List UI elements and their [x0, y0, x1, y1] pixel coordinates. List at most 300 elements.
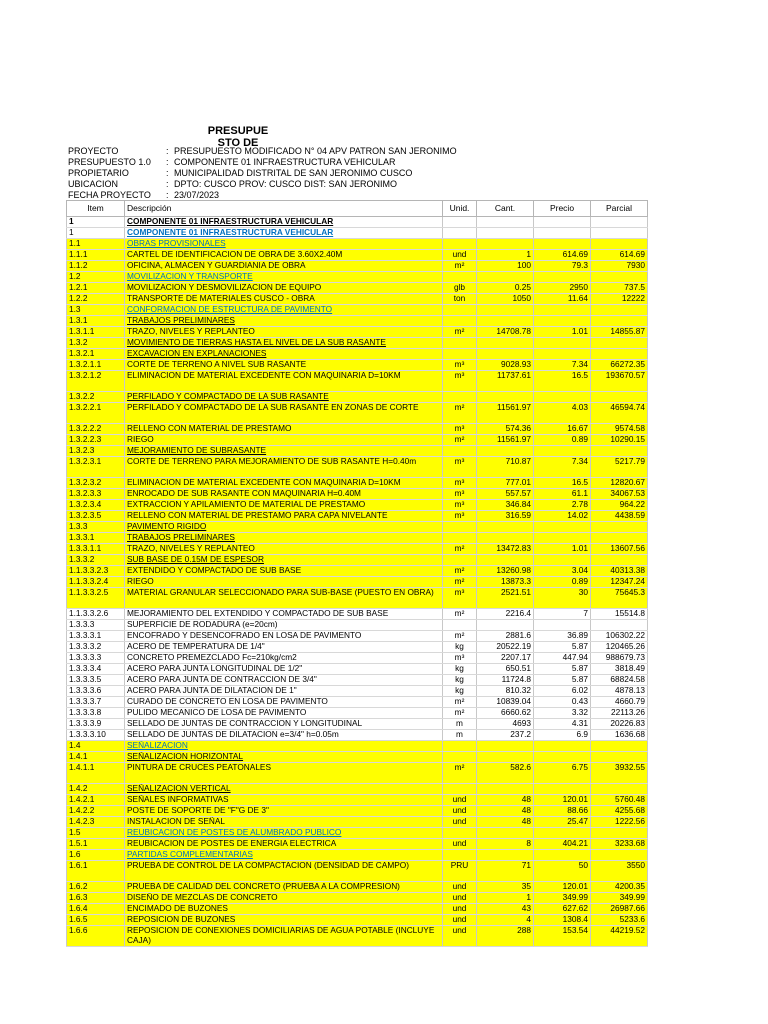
cell-unit: m³: [443, 588, 477, 609]
cell-price: [534, 228, 591, 239]
cell-description: SUB BASE DE 0.15M DE ESPESOR: [125, 555, 443, 566]
cell-quantity: 13472.83: [477, 544, 534, 555]
cell-price: 7: [534, 609, 591, 620]
table-row: [67, 446, 648, 457]
cell-price: 5.87: [534, 675, 591, 686]
cell-unit: kg: [443, 642, 477, 653]
cell-description: MATERIAL GRANULAR SELECCIONADO PARA SUB-BASE (PUESTO EN OBRA): [125, 588, 443, 609]
table-row: [67, 435, 648, 446]
cell-item: 1: [67, 217, 125, 228]
cell-item: 1.3.2.3.2: [67, 478, 125, 489]
cell-description: PERFILADO Y COMPACTADO DE LA SUB RASANTE EN ZONAS DE CORTE: [125, 403, 443, 424]
cell-price: 16.5: [534, 371, 591, 392]
cell-unit: PRU: [443, 861, 477, 882]
cell-price: 1.01: [534, 327, 591, 338]
cell-unit: [443, 850, 477, 861]
cell-price: [534, 533, 591, 544]
cell-description: ELIMINACION DE MATERIAL EXCEDENTE CON MAQUINARIA D=10KM: [125, 371, 443, 392]
header-item: Item: [67, 201, 125, 217]
cell-price: 16.5: [534, 478, 591, 489]
cell-description: COMPONENTE 01 INFRAESTRUCTURA VEHICULAR: [125, 228, 443, 239]
cell-description: PARTIDAS COMPLEMENTARIAS: [125, 850, 443, 861]
cell-item: 1.3.2.1.1: [67, 360, 125, 371]
cell-price: [534, 338, 591, 349]
cell-price: 614.69: [534, 250, 591, 261]
cell-quantity: [477, 784, 534, 795]
cell-quantity: [477, 533, 534, 544]
cell-quantity: 237.2: [477, 730, 534, 741]
cell-price: [534, 620, 591, 631]
cell-description: MOVILIZACION Y TRANSPORTE: [125, 272, 443, 283]
cell-unit: m²: [443, 708, 477, 719]
cell-description: CARTEL DE IDENTIFICACION DE OBRA DE 3.60X2.40M: [125, 250, 443, 261]
cell-price: 120.01: [534, 882, 591, 893]
cell-price: 16.67: [534, 424, 591, 435]
cell-item: 1.3.3.3.8: [67, 708, 125, 719]
cell-partial: 22113.26: [591, 708, 648, 719]
cell-partial: 46594.74: [591, 403, 648, 424]
cell-item: 1.3.3.2: [67, 555, 125, 566]
cell-partial: 3233.68: [591, 839, 648, 850]
cell-partial: [591, 316, 648, 327]
cell-description: ENCOFRADO Y DESENCOFRADO EN LOSA DE PAVIMENTO: [125, 631, 443, 642]
table-row: [67, 817, 648, 828]
cell-item: 1.3.3.3.1: [67, 631, 125, 642]
header-quantity: Cant.: [477, 201, 534, 217]
cell-item: 1.3.2.1: [67, 349, 125, 360]
cell-quantity: [477, 349, 534, 360]
cell-quantity: [477, 828, 534, 839]
table-row: [67, 708, 648, 719]
cell-quantity: 316.59: [477, 511, 534, 522]
cell-price: [534, 555, 591, 566]
table-row: [67, 555, 648, 566]
cell-quantity: [477, 217, 534, 228]
title-line-1: PRESUPUE: [207, 125, 269, 137]
cell-item: 1.5: [67, 828, 125, 839]
cell-unit: glb: [443, 283, 477, 294]
cell-item: 1.6.2: [67, 882, 125, 893]
table-row: [67, 828, 648, 839]
meta-value: PRESUPUESTO MODIFICADO N° 04 APV PATRON SAN JERONIMO: [174, 146, 457, 156]
cell-item: 1.3.3.3.6: [67, 686, 125, 697]
cell-item: 1.3.2.3.3: [67, 489, 125, 500]
table-row: [67, 620, 648, 631]
cell-item: 1.3.1: [67, 316, 125, 327]
cell-quantity: [477, 338, 534, 349]
cell-quantity: 4: [477, 915, 534, 926]
cell-unit: und: [443, 882, 477, 893]
cell-price: [534, 305, 591, 316]
cell-quantity: [477, 272, 534, 283]
cell-quantity: 20522.19: [477, 642, 534, 653]
cell-unit: m³: [443, 478, 477, 489]
table-row: [67, 294, 648, 305]
cell-unit: [443, 239, 477, 250]
table-row: [67, 719, 648, 730]
cell-item: 1.3.3.3.10: [67, 730, 125, 741]
cell-description: TRANSPORTE DE MATERIALES CUSCO - OBRA: [125, 294, 443, 305]
meta-row: [68, 168, 457, 179]
cell-description: PULIDO MECANICO DE LOSA DE PAVIMENTO: [125, 708, 443, 719]
cell-unit: m²: [443, 609, 477, 620]
cell-unit: [443, 392, 477, 403]
cell-item: 1.3.2.3.4: [67, 500, 125, 511]
cell-unit: m³: [443, 653, 477, 664]
cell-item: 1.1: [67, 239, 125, 250]
cell-unit: [443, 620, 477, 631]
cell-item: 1.2.1: [67, 283, 125, 294]
table-row: [67, 283, 648, 294]
table-row: [67, 588, 648, 609]
cell-description: RELLENO CON MATERIAL DE PRESTAMO PARA CAPA NIVELANTE: [125, 511, 443, 522]
cell-price: [534, 392, 591, 403]
cell-partial: 106302.22: [591, 631, 648, 642]
cell-price: 14.02: [534, 511, 591, 522]
cell-price: 36.89: [534, 631, 591, 642]
cell-item: 1.3: [67, 305, 125, 316]
table-row: [67, 316, 648, 327]
table-row: [67, 850, 648, 861]
cell-partial: [591, 620, 648, 631]
cell-partial: 15514.8: [591, 609, 648, 620]
cell-partial: 737.5: [591, 283, 648, 294]
cell-quantity: 288: [477, 926, 534, 947]
cell-quantity: 71: [477, 861, 534, 882]
table-row: [67, 457, 648, 478]
cell-item: 1.3.3.3.9: [67, 719, 125, 730]
table-row: [67, 272, 648, 283]
cell-price: 5.87: [534, 642, 591, 653]
cell-price: 50: [534, 861, 591, 882]
cell-item: 1.3.3.3.3: [67, 653, 125, 664]
table-row: [67, 349, 648, 360]
cell-partial: 9574.58: [591, 424, 648, 435]
cell-description: EXTRACCION Y APILAMIENTO DE MATERIAL DE PRESTAMO: [125, 500, 443, 511]
cell-item: 1.1.3.3.2.6: [67, 609, 125, 620]
meta-colon: :: [166, 157, 169, 167]
cell-quantity: 1: [477, 893, 534, 904]
cell-partial: 40313.38: [591, 566, 648, 577]
cell-description: OBRAS PROVISIONALES: [125, 239, 443, 250]
cell-unit: m²: [443, 631, 477, 642]
cell-partial: [591, 338, 648, 349]
cell-price: [534, 828, 591, 839]
cell-item: 1.1.1: [67, 250, 125, 261]
cell-description: CURADO DE CONCRETO EN LOSA DE PAVIMENTO: [125, 697, 443, 708]
table-row: [67, 839, 648, 850]
cell-quantity: 48: [477, 795, 534, 806]
table-row: [67, 327, 648, 338]
cell-partial: [591, 522, 648, 533]
cell-item: 1.1.3.3.2.3: [67, 566, 125, 577]
table-row: [67, 261, 648, 272]
cell-quantity: 13873.3: [477, 577, 534, 588]
cell-partial: 1222.56: [591, 817, 648, 828]
cell-partial: [591, 239, 648, 250]
cell-description: REUBICACION DE POSTES DE ALUMBRADO PUBLICO: [125, 828, 443, 839]
cell-quantity: 2881.6: [477, 631, 534, 642]
cell-item: 1.3.1.1: [67, 327, 125, 338]
cell-partial: 5233.6: [591, 915, 648, 926]
cell-unit: m: [443, 730, 477, 741]
cell-item: 1.6.5: [67, 915, 125, 926]
cell-unit: m: [443, 719, 477, 730]
cell-partial: 349.99: [591, 893, 648, 904]
cell-quantity: 100: [477, 261, 534, 272]
table-row: [67, 784, 648, 795]
cell-description: RIEGO: [125, 435, 443, 446]
cell-partial: [591, 392, 648, 403]
cell-quantity: [477, 850, 534, 861]
table-row: [67, 675, 648, 686]
cell-description: CONFORMACION DE ESTRUCTURA DE PAVIMENTO: [125, 305, 443, 316]
cell-quantity: 9028.93: [477, 360, 534, 371]
cell-price: [534, 239, 591, 250]
cell-description: CORTE DE TERRENO PARA MEJORAMIENTO DE SUB RASANTE H=0.40m: [125, 457, 443, 478]
table-row: [67, 806, 648, 817]
cell-price: 1308.4: [534, 915, 591, 926]
cell-unit: m³: [443, 511, 477, 522]
cell-quantity: 346.84: [477, 500, 534, 511]
table-row: [67, 500, 648, 511]
table-row: [67, 904, 648, 915]
cell-description: ELIMINACION DE MATERIAL EXCEDENTE CON MAQUINARIA D=10KM: [125, 478, 443, 489]
table-row: [67, 228, 648, 239]
table-row: [67, 522, 648, 533]
cell-partial: [591, 752, 648, 763]
table-header-row: [67, 201, 648, 217]
cell-partial: 5217.79: [591, 457, 648, 478]
cell-price: 7.34: [534, 360, 591, 371]
cell-partial: 20226.83: [591, 719, 648, 730]
cell-unit: m²: [443, 577, 477, 588]
cell-description: ACERO PARA JUNTA DE CONTRACCION DE 3/4": [125, 675, 443, 686]
cell-unit: kg: [443, 686, 477, 697]
meta-value: DPTO: CUSCO PROV: CUSCO DIST: SAN JERONIMO: [174, 179, 398, 189]
cell-item: 1.3.2.2.1: [67, 403, 125, 424]
cell-price: 1.01: [534, 544, 591, 555]
cell-description: SEÑALES INFORMATIVAS: [125, 795, 443, 806]
table-row: [67, 893, 648, 904]
cell-quantity: 35: [477, 882, 534, 893]
cell-quantity: 650.51: [477, 664, 534, 675]
cell-item: 1.1.3.3.2.4: [67, 577, 125, 588]
table-row: [67, 338, 648, 349]
cell-price: 627.62: [534, 904, 591, 915]
cell-item: 1.4.2.3: [67, 817, 125, 828]
cell-quantity: [477, 392, 534, 403]
cell-partial: 4255.68: [591, 806, 648, 817]
meta-key: UBICACION: [68, 179, 119, 189]
cell-description: REPOSICION DE BUZONES: [125, 915, 443, 926]
cell-price: [534, 522, 591, 533]
cell-description: TRAZO, NIVELES Y REPLANTEO: [125, 544, 443, 555]
cell-unit: [443, 828, 477, 839]
meta-key: PROPIETARIO: [68, 168, 129, 178]
cell-description: MEJORAMIENTO DE SUBRASANTE: [125, 446, 443, 457]
cell-unit: [443, 338, 477, 349]
cell-description: PRUEBA DE CONTROL DE LA COMPACTACION (DENSIDAD DE CAMPO): [125, 861, 443, 882]
cell-price: 11.64: [534, 294, 591, 305]
cell-price: 61.1: [534, 489, 591, 500]
cell-description: REUBICACION DE POSTES DE ENERGIA ELECTRICA: [125, 839, 443, 850]
cell-unit: und: [443, 806, 477, 817]
cell-price: 5.87: [534, 664, 591, 675]
cell-quantity: 557.57: [477, 489, 534, 500]
cell-price: 30: [534, 588, 591, 609]
cell-description: ENCIMADO DE BUZONES: [125, 904, 443, 915]
meta-row: [68, 146, 457, 157]
cell-partial: 68824.58: [591, 675, 648, 686]
cell-quantity: 10839.04: [477, 697, 534, 708]
cell-partial: [591, 305, 648, 316]
cell-unit: m²: [443, 261, 477, 272]
cell-price: 153.54: [534, 926, 591, 947]
project-metadata: [68, 146, 457, 201]
table-row: [67, 403, 648, 424]
meta-colon: :: [166, 146, 169, 156]
cell-price: 6.75: [534, 763, 591, 784]
cell-price: 7.34: [534, 457, 591, 478]
cell-quantity: 2216.4: [477, 609, 534, 620]
cell-price: [534, 316, 591, 327]
table-row: [67, 217, 648, 228]
meta-row: [68, 179, 457, 190]
cell-description: ENROCADO DE SUB RASANTE CON MAQUINARIA H=0.40M: [125, 489, 443, 500]
cell-unit: und: [443, 904, 477, 915]
cell-unit: m²: [443, 544, 477, 555]
cell-item: 1.6.1: [67, 861, 125, 882]
table-row: [67, 392, 648, 403]
cell-item: 1.4.2.2: [67, 806, 125, 817]
table-row: [67, 642, 648, 653]
cell-partial: 4878.13: [591, 686, 648, 697]
cell-item: 1.1.2: [67, 261, 125, 272]
cell-description: ACERO DE TEMPERATURA DE 1/4": [125, 642, 443, 653]
cell-item: 1.6.4: [67, 904, 125, 915]
cell-unit: m²: [443, 763, 477, 784]
table-row: [67, 478, 648, 489]
cell-partial: 4438.59: [591, 511, 648, 522]
table-row: [67, 861, 648, 882]
cell-unit: [443, 752, 477, 763]
cell-item: 1: [67, 228, 125, 239]
cell-description: MOVILIZACION Y DESMOVILIZACION DE EQUIPO: [125, 283, 443, 294]
cell-item: 1.3.2.3.5: [67, 511, 125, 522]
table-row: [67, 424, 648, 435]
header-price: Precio: [534, 201, 591, 217]
cell-unit: [443, 349, 477, 360]
cell-partial: [591, 272, 648, 283]
cell-item: 1.3.2.2.3: [67, 435, 125, 446]
cell-partial: 3818.49: [591, 664, 648, 675]
cell-unit: m³: [443, 424, 477, 435]
cell-quantity: 6660.62: [477, 708, 534, 719]
table-row: [67, 631, 648, 642]
table-row: [67, 577, 648, 588]
cell-unit: m³: [443, 457, 477, 478]
table-row: [67, 686, 648, 697]
cell-unit: [443, 217, 477, 228]
cell-unit: und: [443, 795, 477, 806]
cell-unit: [443, 784, 477, 795]
meta-key: PRESUPUESTO 1.0: [68, 157, 151, 167]
cell-price: [534, 446, 591, 457]
cell-partial: 4200.35: [591, 882, 648, 893]
cell-quantity: 11724.8: [477, 675, 534, 686]
cell-unit: [443, 533, 477, 544]
table-row: [67, 653, 648, 664]
cell-partial: 7930: [591, 261, 648, 272]
cell-quantity: [477, 316, 534, 327]
cell-description: TRAZO, NIVELES Y REPLANTEO: [125, 327, 443, 338]
cell-partial: 3550: [591, 861, 648, 882]
cell-partial: [591, 741, 648, 752]
title-line-2: STO DE: [217, 137, 259, 149]
cell-partial: 12222: [591, 294, 648, 305]
cell-price: [534, 741, 591, 752]
cell-quantity: [477, 741, 534, 752]
cell-quantity: 1050: [477, 294, 534, 305]
cell-unit: m²: [443, 566, 477, 577]
cell-unit: m³: [443, 371, 477, 392]
header-description: Descripción: [125, 201, 443, 217]
cell-partial: [591, 828, 648, 839]
meta-value: COMPONENTE 01 INFRAESTRUCTURA VEHICULAR: [174, 157, 396, 167]
table-row: [67, 511, 648, 522]
budget-table: [66, 200, 648, 947]
cell-price: [534, 272, 591, 283]
cell-partial: [591, 533, 648, 544]
table-body: [67, 217, 648, 947]
cell-unit: m³: [443, 489, 477, 500]
cell-description: REPOSICION DE CONEXIONES DOMICILIARIAS DE AGUA POTABLE (INCLUYE CAJA): [125, 926, 443, 947]
cell-price: 88.66: [534, 806, 591, 817]
cell-quantity: 810.32: [477, 686, 534, 697]
cell-description: COMPONENTE 01 INFRAESTRUCTURA VEHICULAR: [125, 217, 443, 228]
cell-quantity: 2521.51: [477, 588, 534, 609]
cell-unit: und: [443, 926, 477, 947]
cell-item: 1.3.3.3.5: [67, 675, 125, 686]
cell-description: EXTENDIDO Y COMPACTADO DE SUB BASE: [125, 566, 443, 577]
cell-quantity: 2207.17: [477, 653, 534, 664]
table-row: [67, 763, 648, 784]
cell-price: 404.21: [534, 839, 591, 850]
cell-partial: [591, 446, 648, 457]
meta-value: 23/07/2023: [174, 190, 220, 200]
table-row: [67, 730, 648, 741]
table-row: [67, 795, 648, 806]
cell-description: SEÑALIZACION VERTICAL: [125, 784, 443, 795]
cell-partial: 66272.35: [591, 360, 648, 371]
cell-item: 1.3.2.3: [67, 446, 125, 457]
cell-price: [534, 217, 591, 228]
cell-partial: 44219.52: [591, 926, 648, 947]
cell-price: 120.01: [534, 795, 591, 806]
cell-price: 3.32: [534, 708, 591, 719]
table-row: [67, 371, 648, 392]
cell-partial: 26987.66: [591, 904, 648, 915]
cell-item: 1.3.3.3.2: [67, 642, 125, 653]
cell-item: 1.3.3.3.4: [67, 664, 125, 675]
cell-partial: 5760.48: [591, 795, 648, 806]
cell-unit: [443, 316, 477, 327]
cell-item: 1.3.3.1.1: [67, 544, 125, 555]
meta-value: MUNICIPALIDAD DISTRITAL DE SAN JERONIMO CUSCO: [174, 168, 413, 178]
table-row: [67, 697, 648, 708]
cell-quantity: 777.01: [477, 478, 534, 489]
